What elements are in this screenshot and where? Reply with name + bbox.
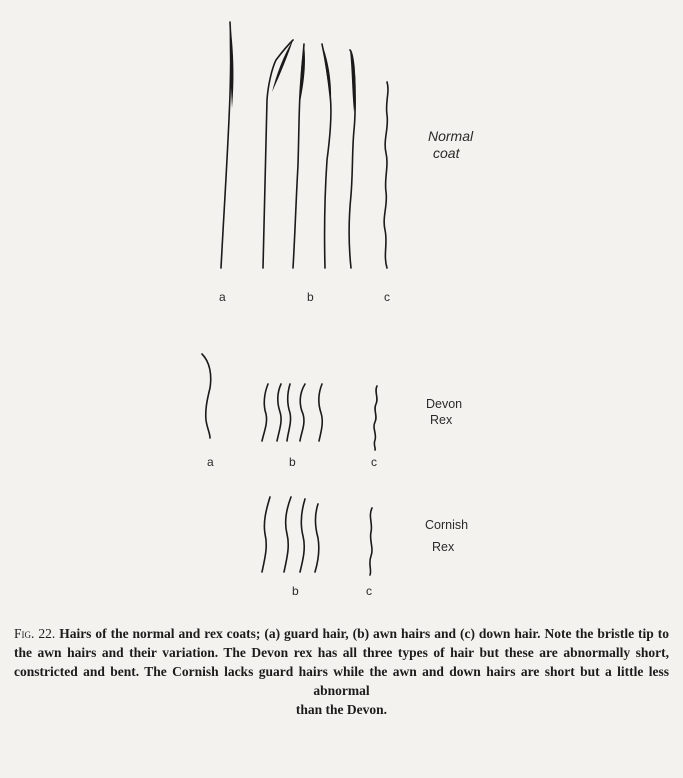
cornish-rex-heading: Cornish (425, 518, 469, 532)
normal-coat-group (219, 22, 474, 304)
figure-number: Fig. 22. (14, 626, 56, 641)
devon-label-b: b (289, 455, 296, 469)
devon-awn-hair-3 (287, 384, 291, 441)
cornish-label-b: b (292, 584, 299, 598)
cornish-rex-group (262, 497, 468, 598)
normal-label-b: b (307, 290, 314, 304)
devon-label-c: c (371, 455, 377, 469)
cornish-awn-hair-2 (284, 497, 291, 572)
cornish-awn-hair-1 (262, 497, 270, 572)
caption-last-line: than the Devon. (295, 702, 388, 717)
devon-awn-hair-2 (277, 384, 281, 441)
normal-label-c: c (384, 290, 390, 304)
normal-awn-hair-1-bristle (272, 40, 293, 92)
normal-coat-heading: Normal (428, 128, 474, 144)
figure-caption (14, 624, 669, 719)
cornish-label-c: c (366, 584, 372, 598)
devon-rex-group (202, 354, 462, 469)
devon-rex-heading: Devon (426, 397, 463, 411)
normal-coat-heading-line2: coat (433, 145, 460, 161)
cornish-awn-hair-4 (315, 504, 319, 572)
devon-label-a: a (207, 455, 214, 469)
devon-down-hair (374, 386, 377, 450)
cornish-rex-heading-line2: Rex (432, 540, 455, 554)
devon-guard-hair (202, 354, 211, 438)
devon-awn-hair-5 (319, 384, 322, 441)
devon-awn-hair-4 (300, 384, 305, 441)
caption-text: Hairs of the normal and rex coats; (a) guard hair, (b) awn hairs and (c) down hair. Note the bristle tip to the awn hairs and their variation. The Devon rex has all three types of hair but these are abnormally short, constricted and bent. The Cornish lacks guard hairs while the awn and down hairs are short but a little less abnormal (14, 626, 669, 698)
normal-label-a: a (219, 290, 226, 304)
normal-down-hair (384, 82, 388, 268)
devon-awn-hair-1 (262, 384, 268, 441)
devon-rex-heading-line2: Rex (430, 413, 453, 427)
normal-guard-hair (221, 22, 231, 268)
cornish-awn-hair-3 (300, 499, 305, 572)
cornish-down-hair (370, 508, 372, 575)
